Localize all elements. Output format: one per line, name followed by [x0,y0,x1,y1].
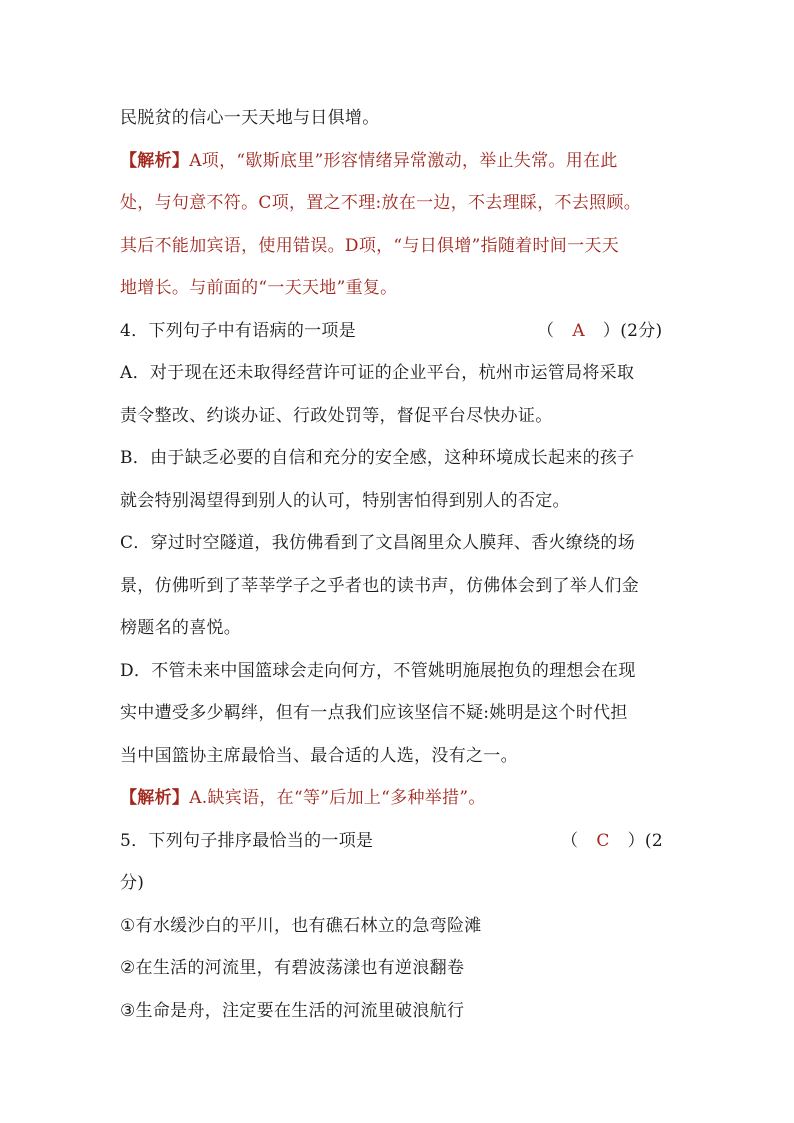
question-5-stem-cont [120,862,680,905]
sentence-2: ②在生活的河流里，有碧波荡漾也有逆浪翻卷 [120,958,465,978]
answer-slot [561,820,663,863]
option-b-text: 就会特别渴望得到别人的认可，特别害怕得到别人的否定。 [120,490,570,511]
option-line [120,692,680,735]
analysis-line [120,225,680,268]
option-line [120,607,680,650]
question-4-stem [120,310,680,353]
sentence-item [120,905,680,948]
analysis-text: 处，与句意不符。C项，置之不理:放在一边，不去理睬，不去照顾。 [120,193,642,213]
sentence-1: ①有水缓沙白的平川，也有礁石林立的急弯险滩 [120,915,482,936]
analysis-line [120,267,680,310]
option-d-text: 当中国篮协主席最恰当、最合适的人选，没有之一。 [120,745,518,766]
paren-open: （ [537,320,555,341]
option-line [120,437,680,480]
analysis-line [120,182,680,225]
option-line [120,395,680,438]
analysis-text: A.缺宾语，在“等”后加上“多种举措”。 [189,788,486,808]
option-c-text: C．穿过时空隧道，我仿佛看到了文昌阁里众人膜拜、香火缭绕的场 [120,533,636,553]
question-5-stem [120,820,680,863]
sentence-item [120,947,680,990]
answer-letter: A [572,320,585,341]
text-line [120,97,680,140]
option-line [120,565,680,608]
analysis-text: 其后不能加宾语，使用错误。D项，“与日俱增”指随着时间一天天 [120,235,620,256]
analysis-tag: 【解析】 [120,150,190,171]
score-continuation: 分) [120,873,145,893]
option-line [120,480,680,523]
analysis-line [120,140,680,183]
analysis-line [120,777,680,820]
paren-close-score: ）(2 [627,830,663,851]
option-a-text: 责令整改、约谈办证、行政处罚等，督促平台尽快办证。 [120,405,553,426]
document-page [120,97,680,1032]
option-line [120,735,680,778]
option-b-text: B．由于缺乏必要的自信和充分的安全感，这种环境成长起来的孩子 [120,448,635,468]
option-c-text: 景，仿佛听到了莘莘学子之乎者也的读书声，仿佛体会到了举人们金 [120,575,639,596]
sentence-3: ③生命是舟，注定要在生活的河流里破浪航行 [120,1000,465,1021]
option-line [120,522,680,565]
previous-option-tail: 民脱贫的信心一天天地与日俱增。 [120,108,380,128]
option-d-text: D．不管未来中国篮球会走向何方，不管姚明施展抱负的理想会在现 [120,660,636,681]
option-c-text: 榜题名的喜悦。 [120,618,242,638]
option-line [120,352,680,395]
analysis-tag: 【解析】 [120,788,190,808]
paren-open: （ [561,830,579,851]
option-line [120,650,680,693]
option-d-text: 实中遭受多少羁绊，但有一点我们应该坚信不疑:姚明是这个时代担 [120,703,628,723]
question-stem: 5．下列句子排序最恰当的一项是 [120,830,374,851]
analysis-text: 地增长。与前面的“一天天地”重复。 [120,278,398,298]
paren-close-score: ）(2分) [602,320,663,341]
option-a-text: A．对于现在还未取得经营许可证的企业平台，杭州市运管局将采取 [120,363,635,383]
sentence-item [120,990,680,1033]
answer-slot [537,310,662,353]
answer-letter: C [596,830,610,851]
analysis-text: A项，“歇斯底里”形容情绪异常激动，举止失常。用在此 [189,150,618,171]
question-stem: 4．下列句子中有语病的一项是 [120,320,357,341]
